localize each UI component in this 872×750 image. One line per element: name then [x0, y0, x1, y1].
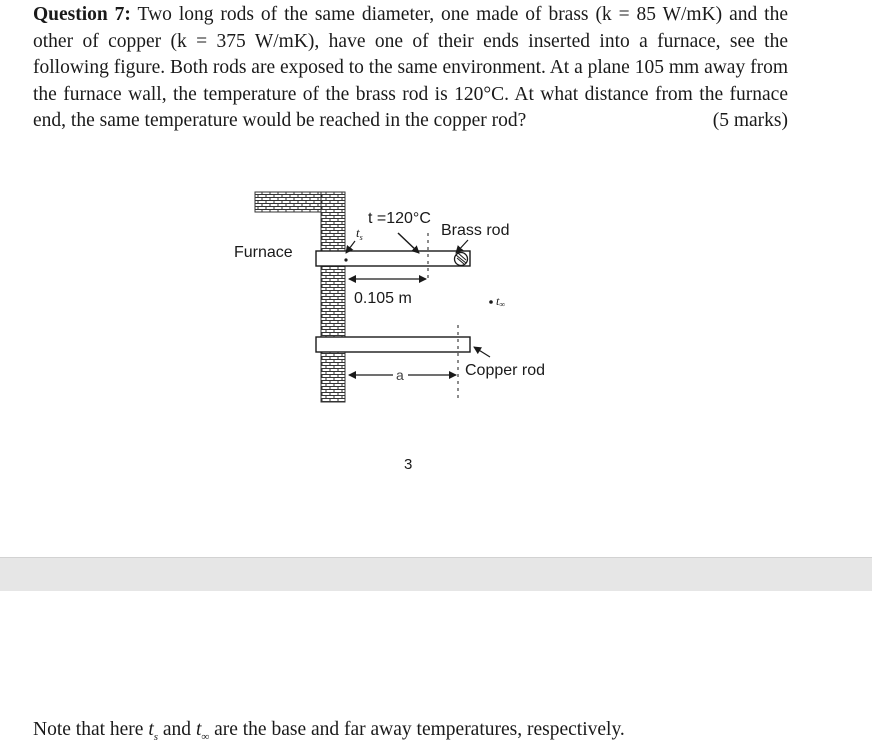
note-and: and	[162, 719, 192, 740]
note-tinf: $t_\infty$	[195, 719, 210, 743]
furnace-wall	[255, 192, 345, 402]
furnace-label: Furnace	[234, 244, 293, 261]
brass-rod-label: Brass rod	[441, 222, 510, 239]
copper-pointer	[474, 347, 490, 357]
furnace-rods-figure	[228, 185, 568, 415]
question-text	[33, 2, 788, 135]
page-number: 3	[404, 456, 413, 473]
question-label: Question 7:	[33, 4, 131, 25]
a-label: a	[396, 367, 404, 383]
note-text	[33, 717, 625, 750]
copper-rod-label: Copper rod	[465, 362, 546, 379]
copper-rod	[316, 337, 470, 352]
page-divider	[0, 557, 872, 591]
brass-rod	[316, 251, 470, 266]
marks-label: (5 marks)	[712, 110, 788, 132]
temp-label: t =120°C	[368, 210, 431, 227]
question-body: Two long rods of the same diameter, one made of brass (k = 85 W/mK) and the other of copper (k = 375 W/mK), have one of their ends inserted into a furnace, see the following figure. Both rods are exposed to the same environment. At a plane 105 mm away from the furnace wall, the temperature of the brass rod is 120°C. At what distance from the furnace end, the same temperature would be reached in the copper rod?	[33, 4, 788, 132]
note-suffix: are the base and far away temperatures, respectively.	[214, 719, 625, 740]
note-prefix: Note that here	[33, 719, 144, 740]
ts-label: $t_s$	[356, 225, 363, 242]
tinf-label: t∞	[496, 294, 506, 309]
temp-pointer	[398, 233, 419, 253]
brass-rod-section-icon	[455, 253, 468, 266]
distance-label: 0.105 m	[354, 290, 412, 307]
note-ts: $t_s$	[148, 719, 159, 743]
